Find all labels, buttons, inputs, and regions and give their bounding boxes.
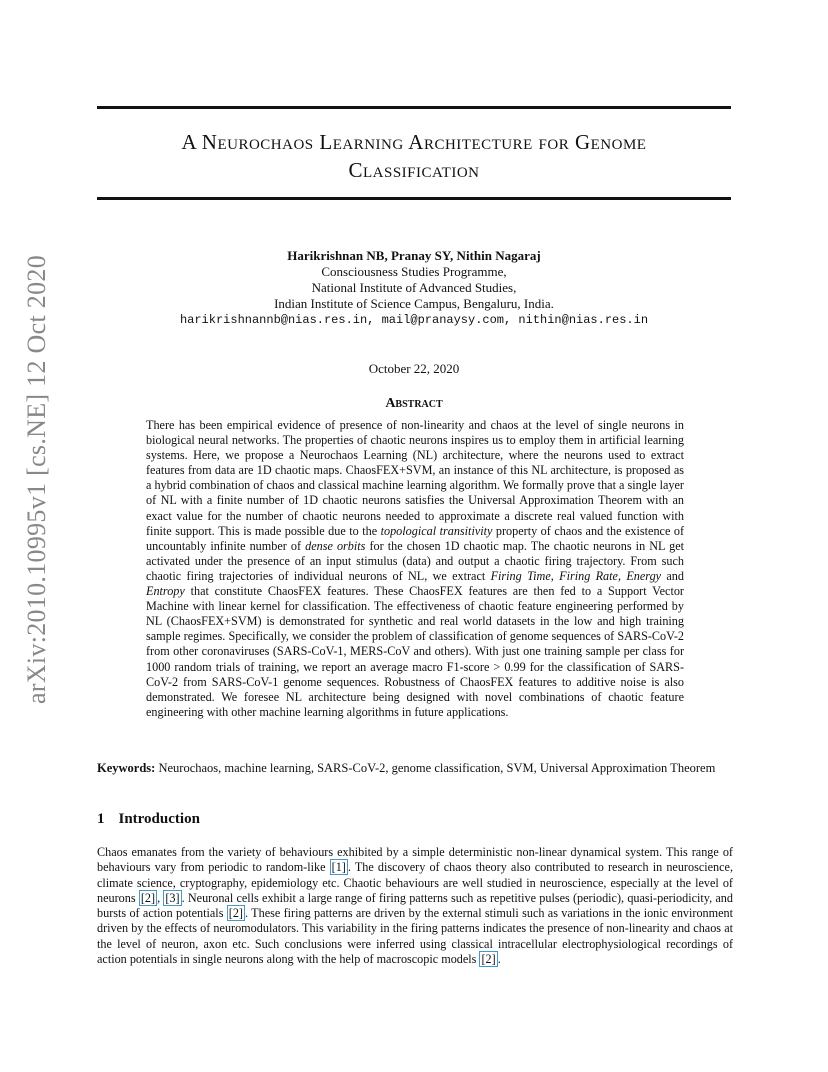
title-bottom-rule xyxy=(97,197,731,200)
section-heading xyxy=(97,811,200,828)
paper-title xyxy=(97,128,731,184)
paper-date: October 22, 2020 xyxy=(368,361,460,376)
abstract-text: that constitute ChaosFEX features. These ChaosFEX features are then fed to a Support Vector Machine with linear kernel for classification. The effectiveness of chaotic feature engineering performed by NL (ChaosFEX+SVM) is demonstrated for synthetic and real world datasets in the low and high training sample regimes. Specifically, we consider the problem of classification of genome sequences of SARS-CoV-2 from other coronaviruses (SARS-CoV-1, MERS-CoV and others). With just one training sample per class for 1000 random trials of training, we report an average macro F1-score > 0.99 for the classification of SARS-CoV-2 from SARS-CoV-1 genome sequences. Robustness of ChaosFEX features to additive noise is also demonstrated. We foresee NL architecture being designed with novel combinations of chaotic feature engineering with other machine learning algorithms in future applications. xyxy=(146,584,684,719)
citation-link[interactable]: [3] xyxy=(165,890,180,905)
affiliation-line-3: Indian Institute of Science Campus, Bengaluru, India. xyxy=(274,296,554,311)
intro-text: , xyxy=(157,890,164,905)
citation-link[interactable]: [1] xyxy=(331,860,346,875)
abstract-text: and xyxy=(661,568,684,583)
abstract-text: , xyxy=(550,568,560,583)
paper-title-line-2: Classification xyxy=(348,158,480,182)
keywords-block xyxy=(97,761,733,777)
abstract-heading: Abstract xyxy=(385,396,443,411)
title-top-rule xyxy=(97,106,731,109)
abstract-emphasis: dense orbits xyxy=(305,538,366,553)
section-title: Introduction xyxy=(118,811,200,827)
section-number: 1 xyxy=(97,811,105,827)
keywords-text: Neurochaos, machine learning, SARS-CoV-2, genome classification, SVM, Universal Approximation Theorem xyxy=(155,761,716,775)
arxiv-identifier: arXiv:2010.10995v1 [cs.NE] 12 Oct 2020 xyxy=(22,255,51,704)
author-block xyxy=(97,248,731,328)
intro-text: . The discovery of chaos theory also contributed to research in neuroscience, climate science, cryptography, epidemiology etc. Chaotic behaviours are well studied in neuroscience, especially at the level of neurons xyxy=(97,860,733,905)
abstract-emphasis: Firing Time xyxy=(490,568,551,583)
affiliation-line-2: National Institute of Advanced Studies, xyxy=(311,280,517,295)
intro-text: Chaos emanates from the variety of behaviours exhibited by a simple deterministic non-linear dynamical system. This range of behaviours vary from periodic to random-like xyxy=(97,845,733,875)
affiliation-line-1: Consciousness Studies Programme, xyxy=(321,264,507,279)
keywords-label: Keywords: xyxy=(97,761,156,775)
author-names: Harikrishnan NB, Pranay SY, Nithin Nagaraj xyxy=(287,248,541,263)
abstract-emphasis: Firing Rate xyxy=(559,568,618,583)
abstract-text: , xyxy=(617,568,627,583)
citation-link[interactable]: [2] xyxy=(228,906,243,921)
abstract-emphasis: Energy xyxy=(626,568,662,583)
abstract-emphasis: Entropy xyxy=(146,584,185,599)
abstract-emphasis: topological transitivity xyxy=(380,523,493,538)
abstract-text: There has been empirical evidence of presence of non-linearity and chaos at the level of single neurons in biological neural networks. The properties of chaotic neurons inspires us to employ them in artificial learning systems. Here, we propose a Neurochaos Learning (NL) architecture, where the neurons used to extract features from data are 1D chaotic maps. ChaosFEX+SVM, an instance of this NL architecture, is proposed as a hybrid combination of chaos and classical machine learning algorithm. We formally prove that a single layer of NL with a finite number of 1D chaotic neurons satisfies the Universal Approximation Theorem with an exact value for the number of chaotic neurons needed to approximate a discrete real valued function with finite support. This is made possible due to the xyxy=(146,418,684,538)
introduction-paragraph xyxy=(97,845,733,967)
intro-text: . These firing patterns are driven by the external stimuli such as variations in the ionic environment driven by the effects of neuromodulators. This variability in the firing patterns indicates the presence of non-linearity and chaos at the level of neuron, axon etc. Such conclusions were inferred using classical intracellular electrophysiological recordings of action potentials in single neurons along with the help of macroscopic models xyxy=(97,906,734,967)
abstract-text: property of chaos and the existence of uncountably infinite number of xyxy=(146,523,684,553)
abstract-body xyxy=(146,418,684,720)
abstract-text: for the chosen 1D chaotic map. The chaotic neurons in NL get activated under the presence of an input stimulus (data) and output a chaotic firing trajectory. From such chaotic firing trajectories of individual neurons of NL, we extract xyxy=(146,538,684,583)
citation-link[interactable]: [2] xyxy=(140,890,156,905)
citation-link[interactable]: [2] xyxy=(481,952,496,967)
intro-text: . Neuronal cells exhibit a large range of firing patterns such as repetitive pulses (periodic), quasi-periodicity, and bursts of action potentials xyxy=(97,890,733,921)
author-emails: harikrishnannb@nias.res.in, mail@pranaysy.com, nithin@nias.res.in xyxy=(179,313,649,327)
intro-text: . xyxy=(497,952,501,967)
paper-title-line-1: A Neurochaos Learning Architecture for Genome xyxy=(181,130,647,154)
